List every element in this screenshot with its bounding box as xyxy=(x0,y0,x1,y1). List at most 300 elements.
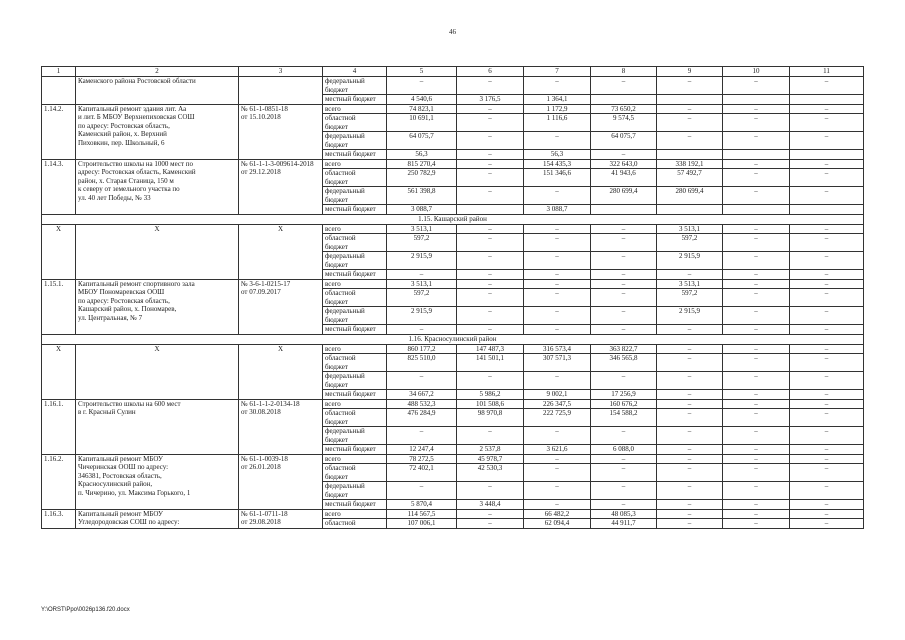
text-line: всего xyxy=(325,279,341,288)
value-cell: – xyxy=(723,325,790,335)
budget-type xyxy=(323,252,387,270)
item-document-text xyxy=(241,510,320,527)
value-cell: – xyxy=(790,500,864,510)
value-cell: 3 621,6 xyxy=(524,445,591,455)
value-cell: – xyxy=(524,187,591,205)
value-cell: – xyxy=(790,454,864,464)
value-cell: 597,2 xyxy=(387,234,457,252)
budget-type-text xyxy=(325,307,384,324)
value-cell: – xyxy=(591,454,657,464)
budget-type xyxy=(323,482,387,500)
value-cell: – xyxy=(591,224,657,234)
value-cell: – xyxy=(524,500,591,510)
value-cell: – xyxy=(524,454,591,464)
header-cell: 6 xyxy=(457,67,524,77)
value-cell: – xyxy=(790,270,864,280)
value-cell: – xyxy=(457,159,524,169)
value-cell: – xyxy=(723,409,790,427)
value-cell: 280 699,4 xyxy=(657,187,723,205)
value-cell: – xyxy=(723,307,790,325)
text-line: адресу: Ростовская область, Каменский xyxy=(78,168,196,176)
value-cell: – xyxy=(524,464,591,482)
value-cell: – xyxy=(723,234,790,252)
text-line: Капитальный ремонт спортивного зала xyxy=(78,279,195,288)
text-line: местный бюджет xyxy=(325,270,376,278)
item-name xyxy=(76,454,239,509)
text-line: местный бюджет xyxy=(325,95,376,103)
item-document-text xyxy=(241,345,320,354)
value-cell: – xyxy=(723,77,790,95)
value-cell: – xyxy=(790,224,864,234)
value-cell: – xyxy=(591,464,657,482)
header-cell: 10 xyxy=(723,67,790,77)
value-cell: 45 978,7 xyxy=(457,454,524,464)
value-cell: – xyxy=(657,409,723,427)
budget-type-text xyxy=(325,114,384,131)
table-body xyxy=(42,67,864,529)
value-cell: 476 284,9 xyxy=(387,409,457,427)
value-cell: 57 492,7 xyxy=(657,169,723,187)
text-line: областной xyxy=(325,169,356,177)
value-cell: – xyxy=(387,325,457,335)
text-line: 346381, Ростовская область, xyxy=(78,471,162,480)
value-cell: 9 574,5 xyxy=(591,114,657,132)
text-line: район, х. Старая Станица, 150 м xyxy=(78,176,174,185)
value-cell: 98 970,8 xyxy=(457,409,524,427)
text-line: всего xyxy=(325,104,341,113)
item-name xyxy=(76,159,239,214)
budget-type xyxy=(323,289,387,307)
value-cell: – xyxy=(591,252,657,270)
budget-type xyxy=(323,325,387,335)
value-cell: – xyxy=(591,234,657,252)
budget-type xyxy=(323,372,387,390)
value-cell: – xyxy=(790,279,864,289)
budget-type xyxy=(323,409,387,427)
item-number-text xyxy=(44,160,73,169)
text-line: Каменского района Ростовской области xyxy=(78,77,196,85)
value-cell: – xyxy=(790,187,864,205)
text-line: всего xyxy=(325,509,341,518)
value-cell: – xyxy=(723,454,790,464)
text-line: X xyxy=(154,344,160,353)
value-cell: – xyxy=(723,354,790,372)
item-number xyxy=(42,159,76,214)
value-cell: – xyxy=(790,114,864,132)
value-cell: – xyxy=(723,372,790,390)
budget-type-text xyxy=(325,354,384,371)
value-cell: – xyxy=(457,114,524,132)
value-cell: – xyxy=(457,427,524,445)
value-cell: 597,2 xyxy=(657,234,723,252)
budget-type xyxy=(323,77,387,95)
item-document xyxy=(239,279,323,334)
value-cell: – xyxy=(524,307,591,325)
text-line: федеральный xyxy=(325,427,365,435)
value-cell: – xyxy=(457,519,524,529)
item-name-text xyxy=(78,160,236,203)
budget-type xyxy=(323,159,387,169)
value-cell: 597,2 xyxy=(657,289,723,307)
text-line: ул. Центральная, № 7 xyxy=(78,313,143,322)
value-cell: – xyxy=(591,325,657,335)
budget-type-text xyxy=(325,427,384,444)
budget-type xyxy=(323,344,387,354)
budget-type xyxy=(323,114,387,132)
value-cell: 56,3 xyxy=(524,150,591,160)
value-cell: 363 822,7 xyxy=(591,344,657,354)
value-cell: 226 347,5 xyxy=(524,399,591,409)
value-cell: 1 364,1 xyxy=(524,95,591,105)
value-cell: – xyxy=(591,279,657,289)
value-cell: – xyxy=(457,325,524,335)
value-cell: 3 176,5 xyxy=(457,95,524,105)
value-cell: – xyxy=(723,464,790,482)
value-cell: – xyxy=(591,150,657,160)
table-row xyxy=(42,77,864,95)
value-cell: – xyxy=(790,132,864,150)
value-cell: 73 650,2 xyxy=(591,104,657,114)
item-number-text xyxy=(44,510,73,519)
value-cell: – xyxy=(723,399,790,409)
value-cell: – xyxy=(457,252,524,270)
value-cell: – xyxy=(790,252,864,270)
value-cell: – xyxy=(657,344,723,354)
value-cell xyxy=(591,95,657,105)
value-cell: – xyxy=(591,289,657,307)
header-cell: 4 xyxy=(323,67,387,77)
text-line: бюджет xyxy=(325,122,348,131)
value-cell: 10 691,1 xyxy=(387,114,457,132)
value-cell: – xyxy=(790,519,864,529)
value-cell: – xyxy=(457,104,524,114)
text-line: всего xyxy=(325,224,341,233)
text-line: к северу от земельного участка по xyxy=(78,185,180,193)
budget-type xyxy=(323,445,387,455)
value-cell xyxy=(591,205,657,215)
value-cell xyxy=(657,150,723,160)
value-cell: 56,3 xyxy=(387,150,457,160)
value-cell: 3 088,7 xyxy=(524,205,591,215)
item-document xyxy=(239,104,323,159)
value-cell: – xyxy=(457,224,524,234)
value-cell: 9 002,1 xyxy=(524,390,591,400)
text-line: областной xyxy=(325,234,356,242)
value-cell: – xyxy=(723,252,790,270)
value-cell: 62 094,4 xyxy=(524,519,591,529)
budget-type xyxy=(323,95,387,105)
value-cell: – xyxy=(657,270,723,280)
text-line: ул. 40 лет Победы, № 33 xyxy=(78,193,151,202)
value-cell: 74 823,1 xyxy=(387,104,457,114)
text-line: бюджет xyxy=(325,195,348,204)
budget-type-text xyxy=(325,234,384,251)
budget-type-text xyxy=(325,345,384,354)
value-cell: 5 870,4 xyxy=(387,500,457,510)
value-cell: 44 911,7 xyxy=(591,519,657,529)
table-row xyxy=(42,399,864,409)
item-name xyxy=(76,224,239,279)
budget-type xyxy=(323,205,387,215)
value-cell xyxy=(723,150,790,160)
text-line: местный бюджет xyxy=(325,150,376,158)
budget-type-text xyxy=(325,270,384,279)
value-cell: 151 346,6 xyxy=(524,169,591,187)
item-number-text xyxy=(44,77,73,86)
value-cell: – xyxy=(790,445,864,455)
value-cell: – xyxy=(387,372,457,390)
budget-type-text xyxy=(325,289,384,306)
budget-type-text xyxy=(325,205,384,214)
budget-type xyxy=(323,399,387,409)
text-line: областной xyxy=(325,114,356,122)
table-row xyxy=(42,509,864,519)
budget-type xyxy=(323,150,387,160)
text-line: всего xyxy=(325,454,341,463)
value-cell: 154 588,2 xyxy=(591,409,657,427)
text-line: бюджет xyxy=(325,417,348,426)
value-cell: 41 943,6 xyxy=(591,169,657,187)
text-line: всего xyxy=(325,399,341,408)
value-cell: – xyxy=(723,187,790,205)
text-line: Чичеринская ООШ по адресу: xyxy=(78,463,169,471)
text-line: местный бюджет xyxy=(325,500,376,508)
budget-type xyxy=(323,500,387,510)
value-cell: 1 116,6 xyxy=(524,114,591,132)
text-line: бюджет xyxy=(325,177,348,186)
value-cell: – xyxy=(457,187,524,205)
text-line: X xyxy=(277,344,284,353)
text-line: местный бюджет xyxy=(325,390,376,398)
table-row xyxy=(42,279,864,289)
header-cell: 5 xyxy=(387,67,457,77)
value-cell: 316 573,4 xyxy=(524,344,591,354)
value-cell: – xyxy=(457,509,524,519)
value-cell: – xyxy=(524,77,591,95)
value-cell: – xyxy=(723,482,790,500)
value-cell: – xyxy=(723,279,790,289)
value-cell: 825 510,0 xyxy=(387,354,457,372)
budget-type xyxy=(323,519,387,529)
budget-type xyxy=(323,427,387,445)
value-cell: – xyxy=(524,224,591,234)
text-line: областной xyxy=(325,409,356,417)
item-document-text xyxy=(241,455,320,472)
value-cell: – xyxy=(657,454,723,464)
text-line: бюджет xyxy=(325,140,348,149)
item-number xyxy=(42,77,76,105)
value-cell: – xyxy=(657,445,723,455)
item-number-text xyxy=(44,225,73,234)
value-cell: – xyxy=(457,150,524,160)
value-cell: 597,2 xyxy=(387,289,457,307)
section-title: 1.15. Кашарский район xyxy=(42,214,864,224)
budget-type-text xyxy=(325,77,384,94)
text-line: № 61-1-1-2-0134-18 xyxy=(241,399,300,408)
value-cell: 12 247,4 xyxy=(387,445,457,455)
value-cell: 2 915,9 xyxy=(657,307,723,325)
text-line: бюджет xyxy=(325,242,348,251)
text-line: 1.14.2. xyxy=(44,104,64,113)
value-cell: – xyxy=(657,509,723,519)
value-cell: – xyxy=(457,169,524,187)
file-path: Y:\ORST\Ppo\0026p136.f20.docx xyxy=(41,607,130,613)
item-name-text xyxy=(78,510,236,527)
header-cell: 3 xyxy=(239,67,323,77)
value-cell: – xyxy=(790,482,864,500)
value-cell: 2 915,9 xyxy=(387,307,457,325)
item-document-text xyxy=(241,160,320,177)
item-document xyxy=(239,159,323,214)
budget-type-text xyxy=(325,372,384,389)
value-cell: 17 256,9 xyxy=(591,390,657,400)
value-cell: – xyxy=(387,427,457,445)
text-line: всего xyxy=(325,159,341,168)
text-line: X xyxy=(277,224,284,233)
value-cell: – xyxy=(591,307,657,325)
value-cell: – xyxy=(790,354,864,372)
text-line: 1.16.3. xyxy=(44,509,64,518)
value-cell: – xyxy=(790,325,864,335)
item-number-text xyxy=(44,345,73,354)
value-cell: – xyxy=(723,159,790,169)
value-cell: – xyxy=(723,270,790,280)
value-cell: 42 530,3 xyxy=(457,464,524,482)
item-document xyxy=(239,344,323,399)
text-line: Строительство школы на 600 мест xyxy=(78,399,181,408)
value-cell: 2 915,9 xyxy=(387,252,457,270)
budget-type xyxy=(323,104,387,114)
section-row xyxy=(42,214,864,224)
value-cell: – xyxy=(657,372,723,390)
value-cell: 3 088,7 xyxy=(387,205,457,215)
value-cell: – xyxy=(457,270,524,280)
value-cell: – xyxy=(457,234,524,252)
text-line: от 29.12.2018 xyxy=(241,168,281,176)
value-cell: – xyxy=(457,307,524,325)
budget-table xyxy=(41,66,864,529)
value-cell: – xyxy=(723,224,790,234)
value-cell: – xyxy=(524,270,591,280)
item-document xyxy=(239,454,323,509)
value-cell: 2 915,9 xyxy=(657,252,723,270)
item-document-text xyxy=(241,225,320,234)
value-cell: – xyxy=(723,289,790,307)
budget-type-text xyxy=(325,95,384,104)
value-cell: – xyxy=(790,390,864,400)
budget-type-text xyxy=(325,187,384,204)
value-cell: – xyxy=(524,132,591,150)
budget-type xyxy=(323,169,387,187)
text-line: и лит. Б МБОУ Верхнепиховская СОШ xyxy=(78,113,195,121)
text-line: бюджет xyxy=(325,362,348,371)
text-line: 1.16.1. xyxy=(44,399,64,408)
value-cell: – xyxy=(524,289,591,307)
value-cell: 66 482,2 xyxy=(524,509,591,519)
value-cell: 2 537,8 xyxy=(457,445,524,455)
text-line: Пиховкин, пер. Школьный, 6 xyxy=(78,138,165,147)
value-cell: 34 667,2 xyxy=(387,390,457,400)
text-line: в г. Красный Сулин xyxy=(78,408,136,416)
value-cell: – xyxy=(457,77,524,95)
value-cell: 4 540,6 xyxy=(387,95,457,105)
value-cell: – xyxy=(591,270,657,280)
item-name-text xyxy=(78,345,236,354)
item-document-text xyxy=(241,400,320,417)
value-cell: 154 435,3 xyxy=(524,159,591,169)
value-cell: – xyxy=(790,372,864,390)
budget-type-text xyxy=(325,519,384,528)
text-line: всего xyxy=(325,344,341,353)
text-line: Капитальный ремонт здания лит. Аа xyxy=(78,104,187,113)
budget-type xyxy=(323,509,387,519)
section-title: 1.16. Красносулинский район xyxy=(42,334,864,344)
item-name-text xyxy=(78,225,236,234)
value-cell: – xyxy=(524,234,591,252)
text-line: федеральный xyxy=(325,187,365,195)
text-line xyxy=(44,77,73,86)
header-cell: 8 xyxy=(591,67,657,77)
text-line: бюджет xyxy=(325,85,348,94)
value-cell: – xyxy=(723,427,790,445)
text-line: п. Чичеринo, ул. Максима Горького, 1 xyxy=(78,488,191,497)
item-number-text xyxy=(44,105,73,114)
item-name xyxy=(76,279,239,334)
value-cell: – xyxy=(657,114,723,132)
item-name-text xyxy=(78,77,236,86)
table-row xyxy=(42,224,864,234)
text-line: 1.16.2. xyxy=(44,454,64,463)
text-line: № 61-1-0039-18 xyxy=(241,454,288,463)
value-cell: – xyxy=(723,169,790,187)
budget-type-text xyxy=(325,132,384,149)
table-row xyxy=(42,104,864,114)
text-line: от 29.08.2018 xyxy=(241,518,281,526)
value-cell: 280 699,4 xyxy=(591,187,657,205)
value-cell: – xyxy=(457,279,524,289)
value-cell: – xyxy=(723,344,790,354)
budget-type-text xyxy=(325,169,384,186)
item-name xyxy=(76,344,239,399)
value-cell: – xyxy=(657,104,723,114)
item-document xyxy=(239,509,323,528)
value-cell: 48 085,3 xyxy=(591,509,657,519)
value-cell: – xyxy=(723,132,790,150)
item-number xyxy=(42,454,76,509)
header-cell: 7 xyxy=(524,67,591,77)
value-cell: – xyxy=(387,482,457,500)
value-cell: – xyxy=(790,159,864,169)
text-line: Капитальный ремонт МБОУ xyxy=(78,509,163,518)
value-cell: – xyxy=(657,482,723,500)
text-line: федеральный xyxy=(325,77,365,85)
text-line: от 15.10.2018 xyxy=(241,113,281,121)
text-line: Каменский район, х. Верхний xyxy=(78,130,167,138)
item-name-text xyxy=(78,400,236,417)
value-cell: – xyxy=(723,500,790,510)
value-cell: – xyxy=(457,482,524,500)
text-line: местный бюджет xyxy=(325,325,376,333)
value-cell: – xyxy=(457,372,524,390)
item-name-text xyxy=(78,105,236,148)
value-cell: 3 513,1 xyxy=(387,279,457,289)
value-cell xyxy=(790,205,864,215)
item-number xyxy=(42,344,76,399)
value-cell: – xyxy=(524,427,591,445)
budget-type xyxy=(323,279,387,289)
text-line: № 61-1-0711-18 xyxy=(241,509,288,518)
text-line: по адресу: Ростовская область, xyxy=(78,296,170,305)
